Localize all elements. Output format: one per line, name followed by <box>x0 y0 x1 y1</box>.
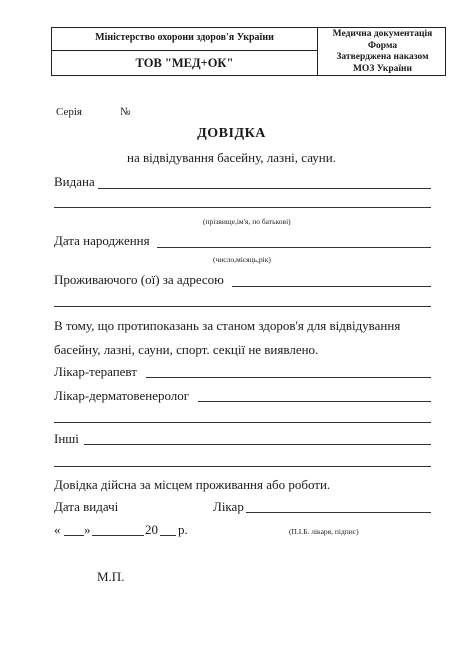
doctor-label: Лікар <box>213 499 244 514</box>
form-approval-block <box>318 29 447 75</box>
dermatologist-field-line2[interactable] <box>54 422 431 423</box>
address-label: Проживаючого (ої) за адресою <box>54 272 224 287</box>
address-field-line2[interactable] <box>54 306 431 307</box>
birth-date-caption: (число,місяць,рік) <box>213 255 271 264</box>
therapist-field[interactable] <box>146 377 431 378</box>
series-label: Серія <box>56 106 82 118</box>
birth-date-field[interactable] <box>157 247 431 248</box>
form-label: Форма <box>367 40 398 51</box>
issue-day-field[interactable] <box>64 535 84 536</box>
medical-documentation-label: Медична документація <box>332 29 433 39</box>
header-horizontal-divider <box>52 50 317 51</box>
dermatologist-label: Лікар-дерматовенеролог <box>54 388 190 403</box>
therapist-label: Лікар-терапевт <box>54 364 137 379</box>
issue-month-field[interactable] <box>92 535 144 536</box>
doctor-signature-field[interactable] <box>246 512 431 513</box>
issued-to-label: Видана <box>54 174 95 189</box>
year-prefix: 20 <box>145 522 158 537</box>
document-subtitle: на відвідування басейну, лазні, сауни. <box>127 150 336 165</box>
header-table <box>51 27 446 76</box>
address-field[interactable] <box>232 286 431 287</box>
issued-to-field[interactable] <box>98 188 431 189</box>
others-label: Інші <box>54 431 79 446</box>
company-name: ТОВ "МЕД+ОК" <box>135 56 234 70</box>
issue-year-field[interactable] <box>160 535 176 536</box>
issued-to-field-line2[interactable] <box>54 207 431 208</box>
approved-by-order-label: Затверджена наказом <box>336 52 429 62</box>
dermatologist-field[interactable] <box>198 401 431 402</box>
date-close-quote: » <box>84 522 91 537</box>
validity-statement: Довідка дійсна за місцем проживання або роботи. <box>54 477 331 492</box>
date-open-quote: « <box>54 522 61 537</box>
doctor-signature-caption: (П.І.Б. лікаря, підпис) <box>289 527 359 536</box>
others-field[interactable] <box>84 444 431 445</box>
statement-line-1: В тому, що протипоказань за станом здоров'я для відвідування <box>54 318 401 333</box>
birth-date-label: Дата народження <box>54 233 150 248</box>
stamp-label: М.П. <box>97 569 125 584</box>
others-field-line2[interactable] <box>54 466 431 467</box>
number-label: № <box>120 106 131 118</box>
ministry-name: Міністерство охорони здоров'я України <box>95 32 274 43</box>
statement-line-2: басейну, лазні, сауни, спорт. секції не виявлено. <box>54 342 319 357</box>
name-caption: (прізвище,ім'я, по батькові) <box>203 217 291 226</box>
year-suffix: р. <box>178 522 188 537</box>
issue-date-label: Дата видачі <box>54 499 119 514</box>
document-title: ДОВІДКА <box>197 126 266 141</box>
moz-ukraine-label: МОЗ України <box>352 63 413 74</box>
